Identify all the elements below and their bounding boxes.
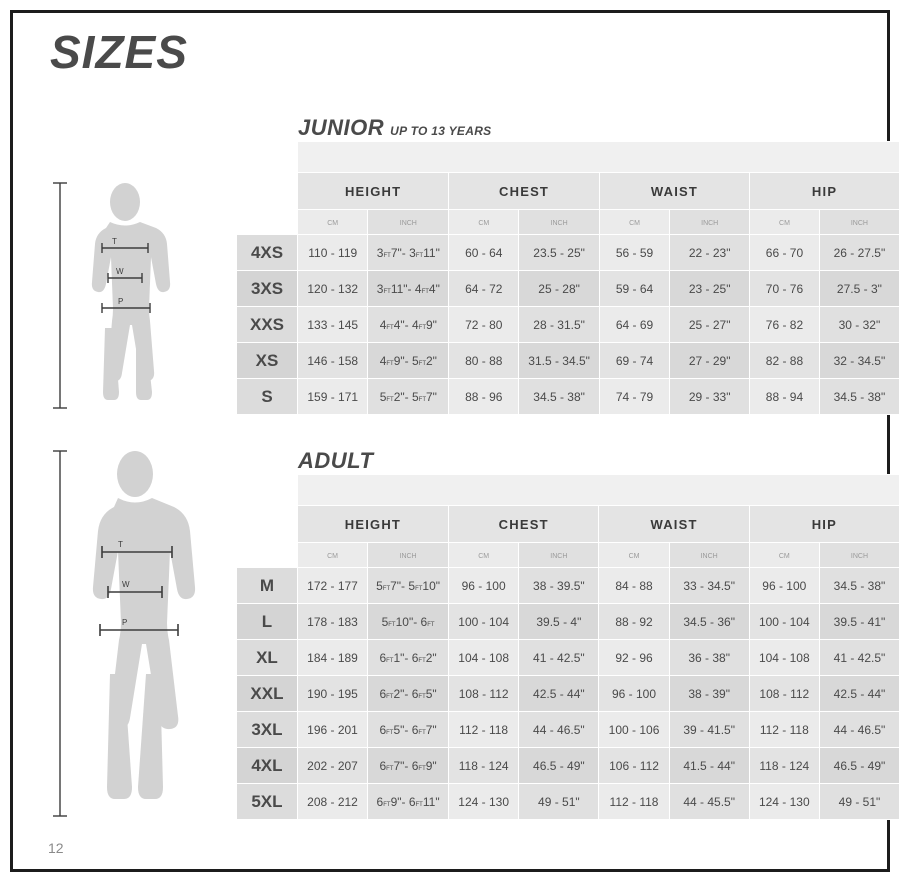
adult-hip-in-6: 49 - 51" [819,784,899,820]
junior-table-topbar [298,142,900,173]
adult-hip-cm-6: 124 - 130 [749,784,819,820]
adult-table-toprow [237,475,900,506]
adult-height-cm-5: 202 - 207 [297,748,367,784]
adult-hip-in-5: 46.5 - 49" [819,748,899,784]
adult-size-4: 3XL [237,712,298,748]
junior-waist-cm-1: 59 - 64 [599,271,669,307]
junior-chest-cm-3: 80 - 88 [449,343,519,379]
adult-hip-cm-2: 104 - 108 [749,640,819,676]
junior-height-in-4: 5ft2"- 5ft7" [368,379,449,415]
junior-hip-in-1: 27.5 - 3" [819,271,899,307]
adult-height-cm-0: 172 - 177 [297,568,367,604]
junior-unit-hip-cm: cm [750,210,820,235]
adult-waist-cm-4: 100 - 106 [599,712,669,748]
adult-section-heading [298,448,379,474]
junior-waist-cm-3: 69 - 74 [599,343,669,379]
table-row [237,235,900,271]
adult-chest-in-1: 39.5 - 4" [519,604,599,640]
adult-figure [50,448,240,825]
adult-chest-in-4: 44 - 46.5" [519,712,599,748]
adult-hip-cm-0: 96 - 100 [749,568,819,604]
page-title: SIZES [50,26,188,78]
adult-height-cm-6: 208 - 212 [297,784,367,820]
junior-height-cm-2: 133 - 145 [298,307,368,343]
spacer-cell [237,173,298,210]
adult-height-in-1: 5ft10"- 6ft [368,604,449,640]
table-row [237,343,900,379]
junior-height-in-0: 3ft7"- 3ft11" [368,235,449,271]
adult-chest-in-2: 41 - 42.5" [519,640,599,676]
junior-unit-hip-inch: inch [819,210,899,235]
junior-col-chest: CHEST [449,173,600,210]
adult-size-3: XXL [237,676,298,712]
junior-height-cm-1: 120 - 132 [298,271,368,307]
junior-table-toprow [237,142,900,173]
adult-chest-cm-6: 124 - 130 [448,784,518,820]
junior-unit-height-cm: cm [298,210,368,235]
junior-height-cm-0: 110 - 119 [298,235,368,271]
junior-col-waist: WAIST [599,173,749,210]
junior-col-hip: HIP [750,173,900,210]
spacer-cell [237,210,298,235]
adult-col-hip: HIP [749,506,899,543]
junior-unit-height-inch: inch [368,210,449,235]
adult-unit-chest-cm: cm [448,543,518,568]
table-row [237,784,900,820]
adult-size-1: L [237,604,298,640]
junior-unit-waist-cm: cm [599,210,669,235]
junior-height-in-2: 4ft4"- 4ft9" [368,307,449,343]
adult-height-cm-2: 184 - 189 [297,640,367,676]
junior-hip-in-3: 32 - 34.5" [819,343,899,379]
junior-waist-in-2: 25 - 27" [670,307,750,343]
adult-hip-in-0: 34.5 - 38" [819,568,899,604]
junior-height-cm-3: 146 - 158 [298,343,368,379]
adult-size-6: 5XL [237,784,298,820]
adult-chest-cm-4: 112 - 118 [448,712,518,748]
adult-chest-in-6: 49 - 51" [519,784,599,820]
junior-table-unit-header [237,210,900,235]
adult-measure-label-w: W [122,580,130,589]
adult-height-in-0: 5ft7"- 5ft10" [368,568,449,604]
junior-hip-cm-2: 76 - 82 [750,307,820,343]
adult-height-in-4: 6ft5"- 6ft7" [368,712,449,748]
adult-waist-in-2: 36 - 38" [669,640,749,676]
junior-chest-cm-4: 88 - 96 [449,379,519,415]
junior-hip-cm-3: 82 - 88 [750,343,820,379]
table-row [237,379,900,415]
adult-table-topbar [297,475,899,506]
adult-measure-label-t: T [118,540,123,549]
adult-unit-waist-inch: inch [669,543,749,568]
junior-chest-in-2: 28 - 31.5" [519,307,600,343]
adult-col-height: HEIGHT [297,506,448,543]
junior-hip-cm-0: 66 - 70 [750,235,820,271]
junior-hip-in-2: 30 - 32" [819,307,899,343]
junior-height-cm-4: 159 - 171 [298,379,368,415]
junior-hip-in-4: 34.5 - 38" [819,379,899,415]
junior-waist-cm-0: 56 - 59 [599,235,669,271]
junior-hip-cm-1: 70 - 76 [750,271,820,307]
adult-table-unit-header [237,543,900,568]
adult-height-cm-4: 196 - 201 [297,712,367,748]
junior-waist-cm-4: 74 - 79 [599,379,669,415]
adult-size-0: M [237,568,298,604]
adult-heading-main: ADULT [298,448,374,473]
junior-measure-label-p: P [118,297,124,306]
adult-waist-in-5: 41.5 - 44" [669,748,749,784]
adult-hip-cm-3: 108 - 112 [749,676,819,712]
adult-chest-in-5: 46.5 - 49" [519,748,599,784]
adult-waist-cm-2: 92 - 96 [599,640,669,676]
spacer-cell [237,543,298,568]
junior-measure-label-w: W [116,267,124,276]
adult-unit-chest-inch: inch [519,543,599,568]
adult-unit-height-inch: inch [368,543,449,568]
table-row [237,271,900,307]
adult-waist-cm-3: 96 - 100 [599,676,669,712]
junior-hip-in-0: 26 - 27.5" [819,235,899,271]
adult-hip-in-1: 39.5 - 41" [819,604,899,640]
junior-waist-cm-2: 64 - 69 [599,307,669,343]
junior-chest-in-0: 23.5 - 25" [519,235,600,271]
adult-waist-cm-6: 112 - 118 [599,784,669,820]
junior-chest-cm-0: 60 - 64 [449,235,519,271]
adult-waist-in-1: 34.5 - 36" [669,604,749,640]
junior-unit-waist-inch: inch [670,210,750,235]
adult-chest-cm-2: 104 - 108 [448,640,518,676]
spacer-cell [237,142,298,173]
adult-hip-cm-1: 100 - 104 [749,604,819,640]
adult-col-waist: WAIST [599,506,749,543]
adult-waist-cm-0: 84 - 88 [599,568,669,604]
adult-waist-cm-5: 106 - 112 [599,748,669,784]
adult-unit-hip-cm: cm [749,543,819,568]
table-row [237,640,900,676]
adult-size-5: 4XL [237,748,298,784]
adult-waist-in-6: 44 - 45.5" [669,784,749,820]
table-row [237,307,900,343]
page-number: 12 [48,840,64,856]
adult-measure-label-p: P [122,618,128,627]
adult-col-chest: CHEST [448,506,598,543]
spacer-cell [237,506,298,543]
adult-table-group-header [237,506,900,543]
table-row [237,568,900,604]
adult-height-cm-3: 190 - 195 [297,676,367,712]
adult-chest-cm-1: 100 - 104 [448,604,518,640]
junior-size-3: XS [237,343,298,379]
junior-figure [50,180,230,417]
junior-table-group-header [237,173,900,210]
junior-col-height: HEIGHT [298,173,449,210]
adult-chest-cm-0: 96 - 100 [448,568,518,604]
junior-heading-sub: UP TO 13 YEARS [390,124,492,138]
table-row [237,604,900,640]
adult-height-in-3: 6ft2"- 6ft5" [368,676,449,712]
junior-chest-in-3: 31.5 - 34.5" [519,343,600,379]
adult-hip-in-3: 42.5 - 44" [819,676,899,712]
junior-chest-in-4: 34.5 - 38" [519,379,600,415]
adult-hip-cm-4: 112 - 118 [749,712,819,748]
adult-waist-in-0: 33 - 34.5" [669,568,749,604]
adult-chest-in-0: 38 - 39.5" [519,568,599,604]
junior-size-4: S [237,379,298,415]
table-row [237,676,900,712]
adult-unit-waist-cm: cm [599,543,669,568]
junior-height-in-1: 3ft11"- 4ft4" [368,271,449,307]
spacer-cell [237,475,298,506]
adult-chest-cm-5: 118 - 124 [448,748,518,784]
junior-chest-in-1: 25 - 28" [519,271,600,307]
junior-unit-chest-inch: inch [519,210,600,235]
adult-size-2: XL [237,640,298,676]
adult-height-cm-1: 178 - 183 [297,604,367,640]
adult-hip-in-2: 41 - 42.5" [819,640,899,676]
junior-size-2: XXS [237,307,298,343]
junior-hip-cm-4: 88 - 94 [750,379,820,415]
adult-hip-in-4: 44 - 46.5" [819,712,899,748]
junior-measure-label-t: T [112,237,117,246]
junior-chest-cm-1: 64 - 72 [449,271,519,307]
junior-size-0: 4XS [237,235,298,271]
adult-unit-hip-inch: inch [819,543,899,568]
junior-waist-in-3: 27 - 29" [670,343,750,379]
junior-waist-in-1: 23 - 25" [670,271,750,307]
junior-size-table [236,141,900,415]
adult-height-in-2: 6ft1"- 6ft2" [368,640,449,676]
junior-unit-chest-cm: cm [449,210,519,235]
junior-heading-main: JUNIOR [298,115,385,140]
table-row [237,712,900,748]
junior-height-in-3: 4ft9"- 5ft2" [368,343,449,379]
adult-height-in-6: 6ft9"- 6ft11" [368,784,449,820]
adult-chest-in-3: 42.5 - 44" [519,676,599,712]
junior-section-heading [298,115,491,141]
adult-waist-cm-1: 88 - 92 [599,604,669,640]
junior-waist-in-0: 22 - 23" [670,235,750,271]
adult-unit-height-cm: cm [297,543,367,568]
table-row [237,748,900,784]
adult-waist-in-4: 39 - 41.5" [669,712,749,748]
adult-hip-cm-5: 118 - 124 [749,748,819,784]
adult-size-table [236,474,900,820]
junior-waist-in-4: 29 - 33" [670,379,750,415]
adult-waist-in-3: 38 - 39" [669,676,749,712]
adult-chest-cm-3: 108 - 112 [448,676,518,712]
adult-height-in-5: 6ft7"- 6ft9" [368,748,449,784]
junior-size-1: 3XS [237,271,298,307]
junior-chest-cm-2: 72 - 80 [449,307,519,343]
